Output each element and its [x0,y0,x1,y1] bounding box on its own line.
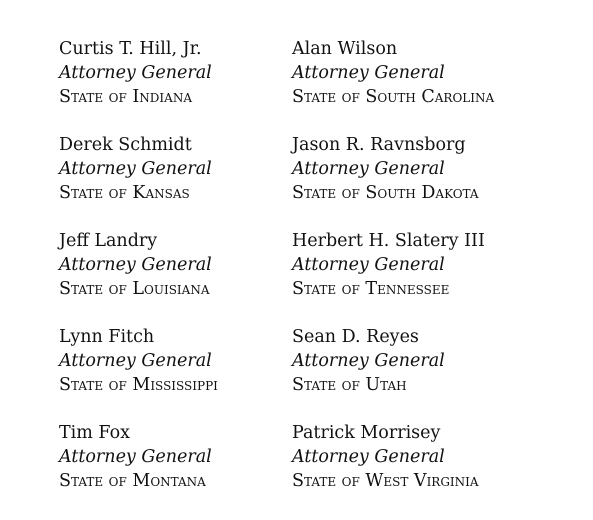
signatory-name: Herbert H. Slatery III [292,231,485,251]
signatory-title: Attorney General [59,351,212,371]
signatory-state: State of South Carolina [292,87,495,107]
signatory-state: State of Mississippi [59,375,218,395]
signatory-state: State of Montana [59,471,206,491]
signatory-column-right [292,37,494,517]
signatory-name: Lynn Fitch [59,327,155,347]
signatory-name: Derek Schmidt [59,135,192,155]
signatory-name: Tim Fox [59,423,131,443]
signatory-title: Attorney General [59,159,212,179]
signatory-state: State of Tennessee [292,279,450,299]
signatory-state: State of Indiana [59,87,193,107]
signatory-name: Jeff Landry [59,231,158,251]
signatory-state: State of West Virginia [292,471,479,491]
signatory-title: Attorney General [59,447,212,467]
signatory-title: Attorney General [292,351,445,371]
signatory-column-left [59,37,218,517]
signatory-name: Alan Wilson [292,39,398,59]
signatory-title: Attorney General [292,159,445,179]
signatory-name: Sean D. Reyes [292,327,419,347]
signatory-block [292,421,494,517]
signatory-block [292,325,494,421]
signatory-block [292,37,494,133]
signatory-name: Jason R. Ravnsborg [292,135,466,155]
signatory-block [292,229,494,325]
signatory-state: State of Louisiana [59,279,210,299]
signatory-block [59,421,218,517]
signatory-name: Patrick Morrisey [292,423,441,443]
signatory-name: Curtis T. Hill, Jr. [59,39,202,59]
signatory-block [292,133,494,229]
signatory-state: State of South Dakota [292,183,479,203]
signatory-title: Attorney General [292,63,445,83]
signatory-block [59,325,218,421]
signatory-state: State of Utah [292,375,407,395]
signatory-title: Attorney General [59,63,212,83]
signatory-block [59,133,218,229]
signatory-block [59,37,218,133]
signatory-block [59,229,218,325]
signatory-title: Attorney General [59,255,212,275]
signatory-title: Attorney General [292,255,445,275]
signatory-title: Attorney General [292,447,445,467]
signatory-state: State of Kansas [59,183,190,203]
